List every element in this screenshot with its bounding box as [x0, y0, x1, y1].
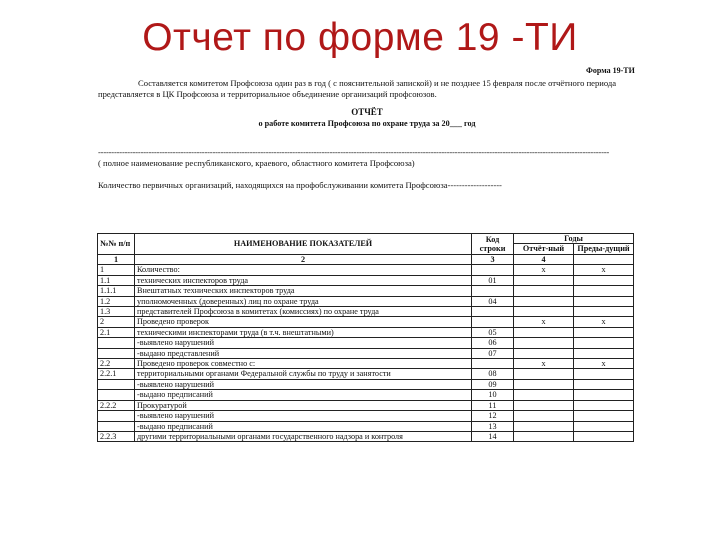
- table-row: [98, 432, 634, 442]
- row-reporting: [514, 286, 574, 296]
- table-row: [98, 359, 634, 369]
- row-code: 07: [472, 348, 514, 358]
- table-body: [98, 265, 634, 442]
- row-reporting: [514, 338, 574, 348]
- header-num: №№ п/п: [98, 234, 135, 255]
- row-num: 2.2: [98, 359, 135, 369]
- row-name: -выдано предписаний: [135, 390, 472, 400]
- row-name: техническими инспекторами труда (в т.ч. внештатными): [135, 327, 472, 337]
- row-previous: [574, 369, 634, 379]
- row-reporting: [514, 432, 574, 442]
- row-previous: [574, 275, 634, 285]
- row-code: [472, 265, 514, 275]
- table-row: [98, 286, 634, 296]
- row-previous: х: [574, 317, 634, 327]
- row-name: Проведено проверок: [135, 317, 472, 327]
- row-reporting: [514, 411, 574, 421]
- row-previous: [574, 390, 634, 400]
- row-code: [472, 286, 514, 296]
- row-reporting: [514, 421, 574, 431]
- intro-text: Составляется комитетом Профсоюза один раз в год ( с пояснительной запиской) и не позднее 15 февраля после отчётного периода представляется в ЦК Профсоюза и территориальное объединение организаций профсоюзов.: [98, 78, 617, 99]
- col-number: 2: [135, 254, 472, 264]
- row-code: 05: [472, 327, 514, 337]
- row-num: [98, 390, 135, 400]
- table-row: [98, 421, 634, 431]
- row-previous: [574, 379, 634, 389]
- document-body: [98, 78, 636, 191]
- table-row: [98, 296, 634, 306]
- row-previous: х: [574, 265, 634, 275]
- row-reporting: х: [514, 265, 574, 275]
- row-num: 1.3: [98, 306, 135, 316]
- row-num: 1: [98, 265, 135, 275]
- row-name: уполномоченных (доверенных) лиц по охране труда: [135, 296, 472, 306]
- row-previous: [574, 400, 634, 410]
- row-name: Прокуратурой: [135, 400, 472, 410]
- row-code: 06: [472, 338, 514, 348]
- row-reporting: [514, 275, 574, 285]
- report-subtitle: о работе комитета Профсоюза по охране труда за 20___ год: [258, 118, 476, 128]
- col-number: [574, 254, 634, 264]
- row-code: 12: [472, 411, 514, 421]
- row-name: -выявлено нарушений: [135, 338, 472, 348]
- row-code: [472, 317, 514, 327]
- form-label: Форма 19-ТИ: [586, 66, 635, 75]
- row-reporting: [514, 327, 574, 337]
- table-row: [98, 327, 634, 337]
- indicators-table: [97, 233, 634, 442]
- row-reporting: х: [514, 359, 574, 369]
- row-previous: [574, 421, 634, 431]
- row-num: 1.1.1: [98, 286, 135, 296]
- row-code: 01: [472, 275, 514, 285]
- row-name: территориальными органами Федеральной службы по труду и занятости: [135, 369, 472, 379]
- table-row: [98, 306, 634, 316]
- row-previous: [574, 306, 634, 316]
- header-code: Код строки: [472, 234, 514, 255]
- row-name: -выдано предписаний: [135, 421, 472, 431]
- row-name: другими территориальными органами государственного надзора и контроля: [135, 432, 472, 442]
- row-num: 1.2: [98, 296, 135, 306]
- row-code: 10: [472, 390, 514, 400]
- row-name: представителей Профсоюза в комитетах (комиссиях) по охране труда: [135, 306, 472, 316]
- row-code: 11: [472, 400, 514, 410]
- header-previous: Преды-дущий: [574, 244, 634, 254]
- row-previous: [574, 338, 634, 348]
- table-row: [98, 369, 634, 379]
- row-previous: [574, 411, 634, 421]
- org-name-hint: ( полное наименование республиканского, краевого, областного комитета Профсоюза): [98, 157, 415, 168]
- row-num: 2: [98, 317, 135, 327]
- row-num: 2.2.3: [98, 432, 135, 442]
- table-row: [98, 411, 634, 421]
- col-number: 3: [472, 254, 514, 264]
- row-previous: [574, 348, 634, 358]
- table-row: [98, 317, 634, 327]
- table-row: [98, 338, 634, 348]
- row-name: -выявлено нарушений: [135, 379, 472, 389]
- row-code: 14: [472, 432, 514, 442]
- row-previous: [574, 296, 634, 306]
- row-name: Количество:: [135, 265, 472, 275]
- header-reporting: Отчёт-ный: [514, 244, 574, 254]
- row-previous: х: [574, 359, 634, 369]
- row-num: [98, 338, 135, 348]
- row-num: 2.2.1: [98, 369, 135, 379]
- row-reporting: [514, 296, 574, 306]
- row-previous: [574, 327, 634, 337]
- row-reporting: [514, 369, 574, 379]
- row-code: 09: [472, 379, 514, 389]
- row-previous: [574, 432, 634, 442]
- row-code: 08: [472, 369, 514, 379]
- row-name: -выявлено нарушений: [135, 411, 472, 421]
- row-previous: [574, 286, 634, 296]
- row-num: 2.2.2: [98, 400, 135, 410]
- row-num: [98, 348, 135, 358]
- slide-title: Отчет по форме 19 -ТИ: [142, 16, 578, 59]
- table-row: [98, 400, 634, 410]
- row-name: Проведено проверок совместно с:: [135, 359, 472, 369]
- row-code: [472, 306, 514, 316]
- row-code: [472, 359, 514, 369]
- row-code: 13: [472, 421, 514, 431]
- row-reporting: [514, 400, 574, 410]
- row-num: 2.1: [98, 327, 135, 337]
- col-number: 4: [514, 254, 574, 264]
- row-num: [98, 379, 135, 389]
- row-code: 04: [472, 296, 514, 306]
- table-row: [98, 275, 634, 285]
- dash-line: ------------------------------------------------------------------------------------------------------------------------------------------------------------------------------------------------: [98, 146, 610, 157]
- row-reporting: [514, 306, 574, 316]
- col-number: 1: [98, 254, 135, 264]
- table-row: [98, 265, 634, 275]
- table-row: [98, 348, 634, 358]
- row-reporting: [514, 348, 574, 358]
- row-num: [98, 411, 135, 421]
- row-name: -выдано представлений: [135, 348, 472, 358]
- row-num: [98, 421, 135, 431]
- header-years: Годы: [514, 234, 634, 244]
- row-reporting: [514, 379, 574, 389]
- row-num: 1.1: [98, 275, 135, 285]
- row-name: Внештатных технических инспекторов труда: [135, 286, 472, 296]
- report-title: ОТЧЁТ: [351, 107, 383, 118]
- table-row: [98, 379, 634, 389]
- row-name: технических инспекторов труда: [135, 275, 472, 285]
- orgs-count-label: Количество первичных организаций, находящихся на профобслуживании комитета Профсоюза-------------------: [98, 180, 502, 191]
- header-name: НАИМЕНОВАНИЕ ПОКАЗАТЕЛЕЙ: [135, 234, 472, 255]
- row-reporting: [514, 390, 574, 400]
- row-reporting: х: [514, 317, 574, 327]
- table-row: [98, 390, 634, 400]
